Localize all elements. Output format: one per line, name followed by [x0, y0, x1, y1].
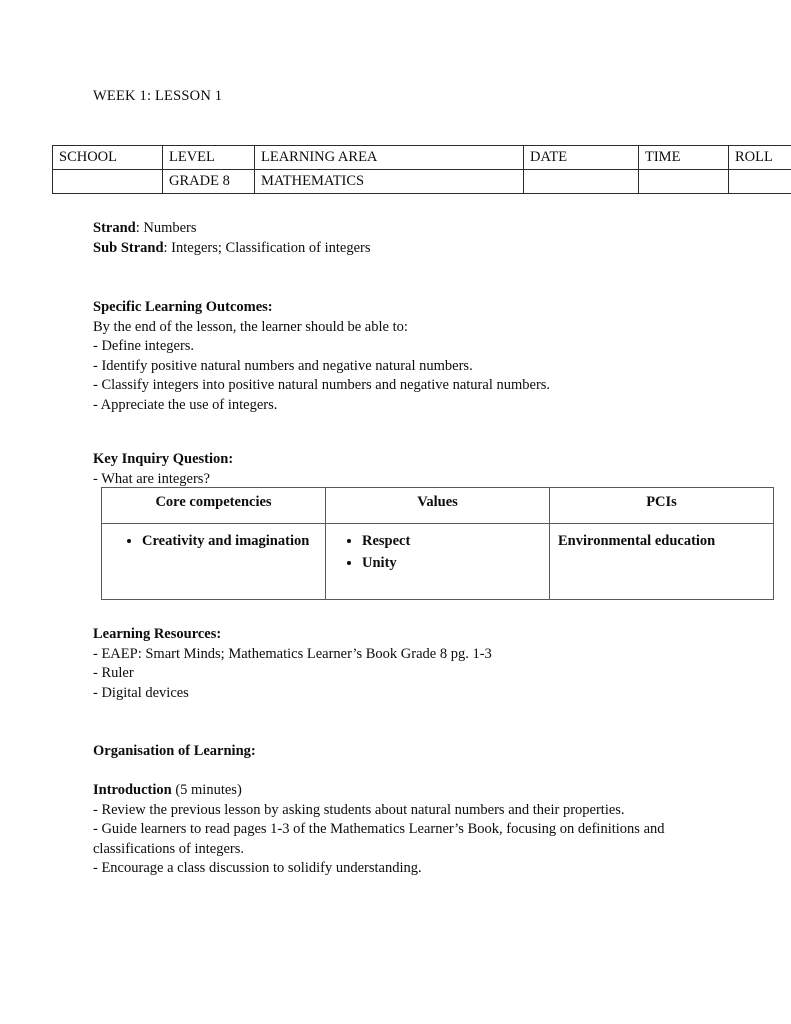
value-roll	[729, 170, 791, 194]
lesson-info-table	[52, 145, 791, 194]
learning-outcome-item: - Classify integers into positive natural numbers and negative natural numbers.	[93, 377, 551, 394]
cell-values	[326, 524, 550, 600]
learning-resource-item: - EAEP: Smart Minds; Mathematics Learner’s Book Grade 8 pg. 1-3	[93, 645, 492, 662]
learning-outcomes-section	[93, 298, 550, 416]
list-item: • Respect	[362, 531, 543, 551]
strand-value: : Numbers	[135, 220, 197, 236]
table-row-headers	[53, 146, 791, 170]
introduction-item: - Encourage a class discussion to solidify understanding.	[93, 860, 422, 877]
learning-outcome-item: - Appreciate the use of integers.	[93, 396, 278, 413]
introduction-heading-line	[93, 781, 693, 801]
value-school	[53, 170, 163, 194]
strand-label: Strand	[93, 220, 136, 236]
value-date	[524, 170, 639, 194]
week-lesson-title: WEEK 1: LESSON 1	[93, 88, 223, 104]
key-inquiry-question: - What are integers?	[93, 470, 210, 487]
competency-values-pci-table	[101, 487, 774, 600]
header-roll: ROLL	[729, 146, 791, 170]
key-inquiry-heading: Key Inquiry Question:	[93, 451, 234, 467]
core-competency-list	[108, 531, 319, 551]
header-values: Values	[326, 488, 550, 524]
introduction-item: - Guide learners to read pages 1-3 of the Mathematics Learner’s Book, focusing on definitions and classifications of integers.	[93, 821, 665, 857]
introduction-section	[93, 781, 693, 879]
key-inquiry-section	[93, 450, 233, 489]
value-time	[639, 170, 729, 194]
header-core-competencies: Core competencies	[102, 488, 326, 524]
header-learning-area: LEARNING AREA	[255, 146, 524, 170]
learning-resource-item: - Digital devices	[93, 684, 189, 701]
introduction-duration: (5 minutes)	[171, 782, 242, 798]
sub-strand-value: : Integers; Classification of integers	[163, 239, 371, 256]
learning-outcomes-intro: By the end of the lesson, the learner should be able to:	[93, 318, 408, 335]
introduction-heading: Introduction	[93, 782, 172, 798]
cell-pcis	[550, 524, 774, 600]
list-item: • Unity	[362, 553, 543, 573]
organisation-heading: Organisation of Learning:	[93, 743, 256, 759]
cell-core-competencies	[102, 524, 326, 600]
header-school: SCHOOL	[53, 146, 163, 170]
learning-resources-section	[93, 625, 693, 703]
strand-line	[93, 219, 371, 239]
header-pcis: PCIs	[550, 488, 774, 524]
learning-resources-heading: Learning Resources:	[93, 626, 222, 642]
learning-outcome-item: - Define integers.	[93, 338, 195, 355]
header-time: TIME	[639, 146, 729, 170]
sub-strand-line	[93, 239, 371, 259]
value-level: GRADE 8	[163, 170, 255, 194]
header-date: DATE	[524, 146, 639, 170]
values-list	[332, 531, 543, 573]
learning-outcome-item: - Identify positive natural numbers and negative natural numbers.	[93, 357, 473, 374]
header-level: LEVEL	[163, 146, 255, 170]
value-learning-area: MATHEMATICS	[255, 170, 524, 194]
organisation-of-learning-section	[93, 742, 256, 762]
pci-text: Environmental education	[558, 533, 716, 549]
learning-resource-item: - Ruler	[93, 665, 134, 682]
table-row	[102, 524, 774, 600]
table-row-headers	[102, 488, 774, 524]
strand-section	[93, 219, 371, 258]
table-row-values	[53, 170, 791, 194]
learning-outcomes-heading: Specific Learning Outcomes:	[93, 299, 273, 315]
introduction-item: - Review the previous lesson by asking students about natural numbers and their properties.	[93, 801, 625, 818]
list-item: • Creativity and imagination	[142, 531, 319, 551]
sub-strand-label: Sub Strand	[93, 239, 164, 256]
